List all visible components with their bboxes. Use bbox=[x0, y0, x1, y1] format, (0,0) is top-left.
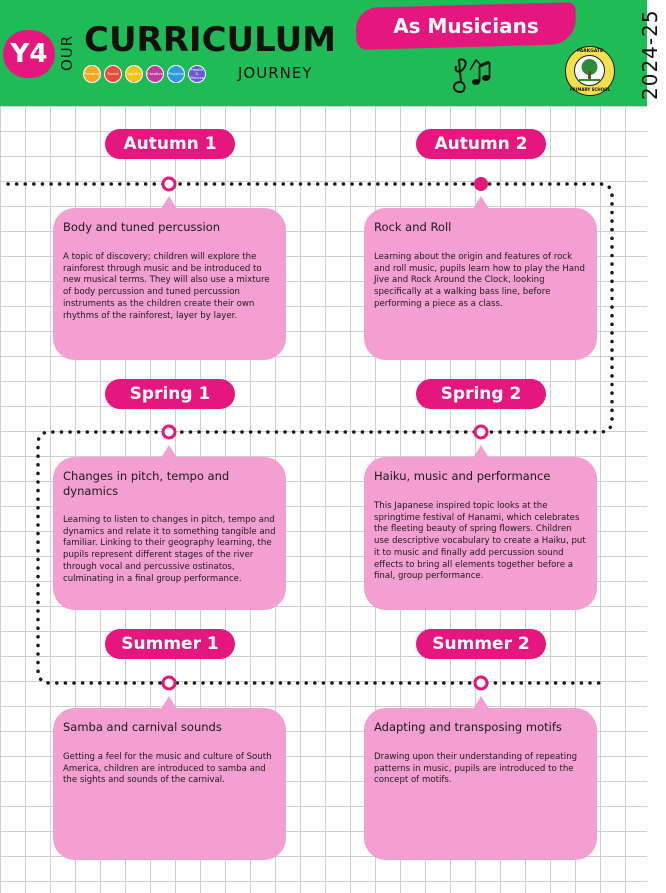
term-tag-spring-2: Spring 2 bbox=[416, 379, 546, 409]
school-logo-top-text: PARKGATE bbox=[576, 49, 604, 54]
timeline-node-autumn-2 bbox=[474, 177, 488, 191]
term-title: Body and tuned percussion bbox=[63, 220, 221, 234]
term-title: Changes in pitch, tempo and dynamics bbox=[63, 469, 230, 498]
our-label-text: OUR bbox=[58, 34, 76, 71]
timeline-node-summer-2 bbox=[475, 677, 487, 689]
value-badge-health: Health & Fitness bbox=[188, 65, 206, 83]
academic-year: 2024-25 bbox=[638, 9, 662, 100]
term-card-summer-1 bbox=[53, 708, 286, 860]
timeline-node-summer-1 bbox=[163, 677, 175, 689]
year-group-badge: Y4 bbox=[3, 30, 55, 78]
page-subtitle: JOURNEY bbox=[238, 64, 313, 82]
value-badge-personal: Personal bbox=[83, 65, 101, 83]
term-tag-autumn-2: Autumn 2 bbox=[416, 129, 546, 159]
term-tag-autumn-1: Autumn 1 bbox=[105, 129, 235, 159]
term-tag-summer-2: Summer 2 bbox=[416, 629, 546, 659]
term-title: Haiku, music and performance bbox=[374, 469, 551, 483]
term-tag-spring-1: Spring 1 bbox=[105, 379, 235, 409]
term-tag-summer-1: Summer 1 bbox=[105, 629, 235, 659]
term-card-spring-1 bbox=[53, 457, 286, 610]
term-card-autumn-2 bbox=[364, 208, 597, 360]
term-description: A topic of discovery; children will explore the rainforest through music and be introduced to new musical terms. They will also use a mixture of body percussion and tuned percussion instruments as the children create their own rhythms of the rainforest, layer by layer. bbox=[63, 252, 270, 321]
value-badge-social: Social bbox=[104, 65, 122, 83]
value-badge-physical: Physical bbox=[167, 65, 185, 83]
term-card-summer-2 bbox=[364, 708, 597, 860]
school-logo-bottom-text: PRIMARY SCHOOL bbox=[569, 87, 611, 92]
term-card-spring-2 bbox=[364, 457, 597, 610]
timeline-node-spring-2 bbox=[475, 426, 487, 438]
value-badge-creative: Creative bbox=[146, 65, 164, 83]
value-badge-cognitive: Cognitive bbox=[125, 65, 143, 83]
term-description: Drawing upon their understanding of repeating patterns in music, pupils are introduced to the concept of motifs. bbox=[374, 752, 578, 786]
timeline-node-autumn-1 bbox=[163, 178, 175, 190]
term-title: Samba and carnival sounds bbox=[63, 720, 222, 734]
page-title: CURRICULUM bbox=[84, 20, 337, 60]
timeline-node-spring-1 bbox=[163, 426, 175, 438]
term-title: Adapting and transposing motifs bbox=[374, 720, 562, 734]
term-description: Getting a feel for the music and culture of South America, children are introduced to samba and the sights and sounds of the carnival. bbox=[63, 752, 272, 786]
term-card-autumn-1 bbox=[53, 208, 286, 360]
term-title: Rock and Roll bbox=[374, 220, 452, 234]
term-description: Learning to listen to changes in pitch, tempo and dynamics and relate it to something tangible and familiar. Linking to their geography learning, the pupils represent different stages of the river through vocal and percussive ostinatos, culminating in a final group performance. bbox=[63, 515, 276, 584]
term-description: Learning about the origin and features of rock and roll music, pupils learn how to play the Hand Jive and Rock Around the Clock, looking specifically at a walking bass line, before performing a piece as a class. bbox=[374, 252, 585, 309]
term-description: This Japanese inspired topic looks at the springtime festival of Hanami, which celebrates the fleeting beauty of spring flowers. Children use descriptive vocabulary to create a Haiku, put it to music and finally add percussion sound effects to bring all elements together before a final, group performance. bbox=[374, 501, 586, 582]
banner-title: As Musicians bbox=[393, 14, 539, 38]
